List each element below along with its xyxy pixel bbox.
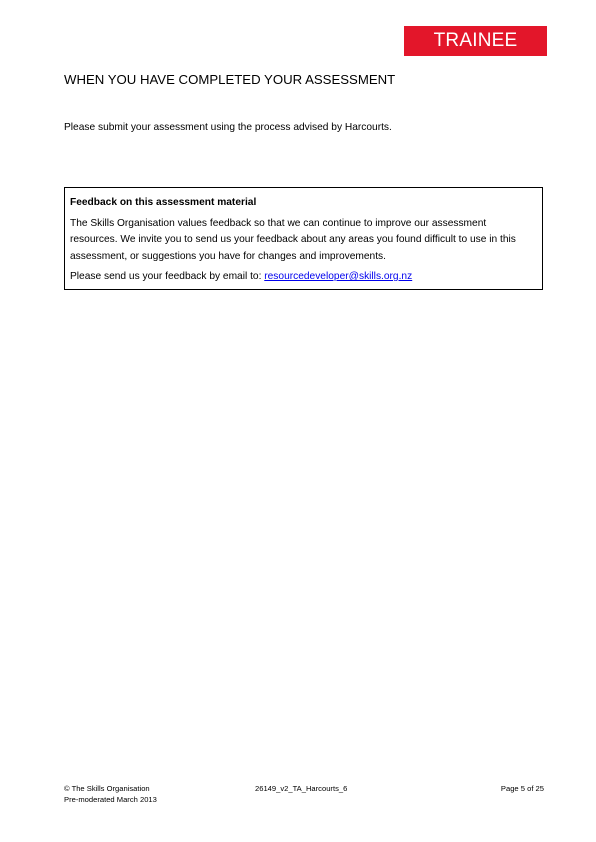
feedback-body-line: resources. We invite you to send us your feedback about any areas you found difficult to use in this bbox=[70, 234, 516, 245]
footer-document-code: 26149_v2_TA_Harcourts_6 bbox=[255, 784, 348, 793]
footer-page-number: Page 5 of 25 bbox=[500, 784, 544, 793]
page-heading: WHEN YOU HAVE COMPLETED YOUR ASSESSMENT bbox=[64, 72, 396, 87]
feedback-email-link[interactable]: resourcedeveloper@skills.org.nz bbox=[264, 271, 413, 282]
footer-moderation: Pre-moderated March 2013 bbox=[64, 795, 157, 804]
feedback-body-line: The Skills Organisation values feedback so that we can continue to improve our assessment bbox=[70, 217, 487, 229]
feedback-box bbox=[64, 187, 543, 290]
feedback-email-line bbox=[70, 269, 538, 286]
feedback-title: Feedback on this assessment material bbox=[70, 197, 257, 208]
feedback-email-prefix: Please send us your feedback by email to: bbox=[70, 271, 265, 282]
feedback-body bbox=[70, 216, 538, 266]
feedback-body-line: assessment, or suggestions you have for changes and improvements. bbox=[70, 250, 386, 262]
submission-instructions: Please submit your assessment using the process advised by Harcourts. bbox=[64, 122, 392, 133]
trainee-badge: TRAINEE bbox=[404, 26, 547, 56]
footer-copyright: © The Skills Organisation bbox=[64, 784, 150, 793]
footer-left bbox=[64, 783, 157, 805]
